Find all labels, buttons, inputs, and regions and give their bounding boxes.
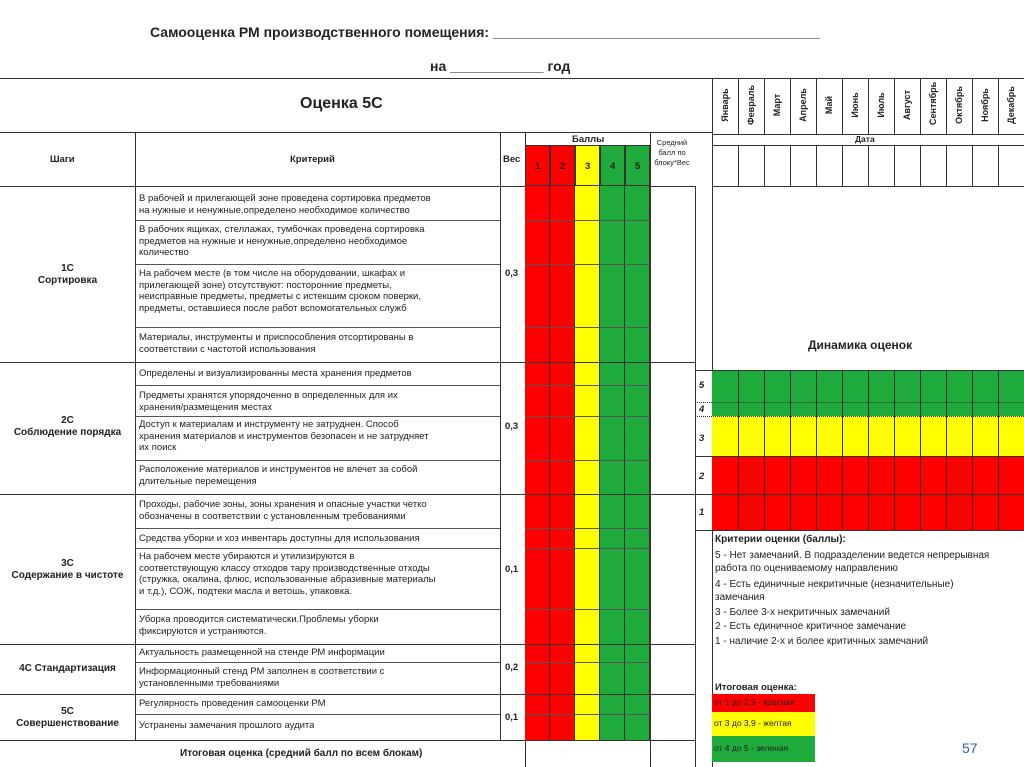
col-steps-header: Шаги [50, 154, 75, 165]
level-4: 4 [699, 404, 705, 415]
criteria-line-4: замечания [715, 592, 765, 603]
score-column-4 [600, 186, 625, 740]
step-2-weight: 0,3 [505, 421, 519, 432]
criteria-line-5: 3 - Более 3-х некритичных замечаний [715, 607, 890, 618]
criterion-12: Уборка проводится систематически.Проблемы уборки фиксируются и устраняются. [139, 614, 379, 637]
month-header-9: Сентябрь [928, 81, 938, 125]
table-caption: Оценка 5С [300, 95, 383, 112]
criterion-3: На рабочем месте (в том числе на оборудовании, шкафах и прилегающей зоне) отсутствуют: посторонние предметы, неисправные предметы, предметы с истекшим сроком поверки, предметы, оставшиеся после работ вспомогательных служб [139, 268, 422, 314]
score-number-3: 3 [585, 161, 591, 172]
criterion-6: Предметы хранятся упорядоченно в определенных для их хранения/размещения местах [139, 390, 398, 413]
col-avg-header: Средний балл по блоку*Вес [654, 138, 690, 167]
total-label: Итоговая оценка (средний балл по всем блокам) [180, 748, 423, 759]
step-4-weight: 0,2 [505, 662, 519, 673]
month-header-2: Февраль [746, 85, 756, 125]
criterion-10: Средства уборки и хоз инвентарь доступны для использования [139, 533, 420, 544]
legend-green [712, 736, 815, 762]
level-2: 2 [699, 471, 705, 482]
month-header-6: Июнь [850, 92, 860, 118]
criteria-title: Критерии оценки (баллы): [715, 534, 846, 545]
month-header-11: Ноябрь [980, 88, 990, 122]
step-1-weight: 0,3 [505, 268, 519, 279]
step-4-label: 4С Стандартизация [19, 663, 116, 674]
criterion-5: Определены и визуализированны места хранения предметов [139, 368, 412, 379]
step-1-label: 1С Сортировка [37, 263, 98, 286]
step-3-weight: 0,1 [505, 564, 519, 575]
criterion-2: В рабочих ящиках, стеллажах, тумбочках проведена сортировка предметов на нужные и ненужные,определено необходимое количество [139, 224, 425, 258]
year-line: на ____________ год [430, 58, 571, 74]
level-5: 5 [699, 380, 705, 391]
step-3-label: 3С Содержание в чистоте [11, 558, 124, 581]
legend-yellow [712, 712, 815, 736]
month-header-7: Июль [876, 92, 886, 118]
level-1: 1 [699, 507, 705, 518]
month-header-3: Март [772, 93, 782, 117]
month-header-8: Август [902, 90, 912, 120]
score-number-5: 5 [635, 161, 641, 172]
criterion-1: В рабочей и прилегающей зоне проведена сортировка предметов на нужные и ненужные,определено необходимое количество [139, 193, 431, 216]
criterion-7: Доступ к материалам и инструменту не затруднен. Способ хранения материалов и инструментов безопасен и не затрудняет их поиск [139, 419, 429, 453]
criteria-line-6: 2 - Есть единичное критичное замечание [715, 621, 907, 632]
dynamics-title: Динамика оценок [808, 338, 913, 352]
step-5-label: 5С Совершенствование [16, 706, 119, 729]
month-header-5: Май [824, 95, 834, 115]
page-number: 57 [962, 740, 978, 756]
month-header-12: Декабрь [1006, 86, 1016, 124]
criterion-11: На рабочем месте убираются и утилизируются в соответствующую классу отходов тару производственные отходы (стружка, окалина, флюс, использованные абразивные материалы и т.д.), СОЖ, подтеки масла и ветошь, упаковка. [139, 551, 436, 597]
criterion-8: Расположение материалов и инструментов не влечет за собой длительные перемещения [139, 464, 418, 487]
criteria-line-3: 4 - Есть единичные некритичные (незначительные) [715, 579, 954, 590]
col-criterion-header: Критерий [290, 154, 335, 165]
legend-red [712, 694, 815, 712]
criterion-9: Проходы, рабочие зоны, зоны хранения и опасные участки четко обозначены в соответствии с установленным требованиями [139, 499, 427, 522]
criteria-line-2: работа по оцениваемому направлению [715, 563, 898, 574]
criterion-13: Актуальность размещенной на стенде РМ информации [139, 647, 385, 658]
criterion-14: Информационный стенд РМ заполнен в соответствии с установленными требованиями [139, 666, 385, 689]
criterion-4: Материалы, инструменты и приспособления отсортированы в соответствии с частотой использования [139, 332, 414, 355]
col-weight-header: Вес [503, 154, 521, 165]
score-column-1 [525, 186, 550, 740]
score-column-5 [625, 186, 650, 740]
legend-green-text: от 4 до 5 - зеленая [714, 743, 789, 753]
sheet-title: Самооценка РМ производственного помещения: __________________________________________ [150, 24, 820, 40]
month-header-1: Январь [720, 88, 730, 122]
legend-yellow-text: от 3 до 3,9 - желтая [714, 718, 792, 728]
col-scores-header: Баллы [572, 134, 605, 145]
level-3: 3 [699, 433, 705, 444]
criterion-16: Устранены замечания прошлого аудита [139, 720, 315, 731]
final-title: Итоговая оценка: [715, 682, 797, 693]
score-column-2 [550, 186, 575, 740]
step-5-weight: 0,1 [505, 712, 519, 723]
score-number-4: 4 [610, 161, 616, 172]
date-label: Дата [855, 134, 875, 144]
step-2-label: 2С Соблюдение порядка [13, 415, 122, 438]
score-column-3 [575, 186, 600, 740]
score-number-2: 2 [560, 161, 566, 172]
criteria-line-1: 5 - Нет замечаний. В подразделении ведется непрерывная [715, 550, 990, 561]
criterion-15: Регулярность проведения самооценки РМ [139, 698, 326, 709]
criteria-line-7: 1 - наличие 2-х и более критичных замечаний [715, 636, 929, 647]
score-number-1: 1 [535, 161, 541, 172]
month-header-10: Октябрь [954, 86, 964, 124]
month-header-4: Апрель [798, 88, 808, 122]
legend-red-text: от 1 до 2,9 - красная [714, 697, 795, 707]
